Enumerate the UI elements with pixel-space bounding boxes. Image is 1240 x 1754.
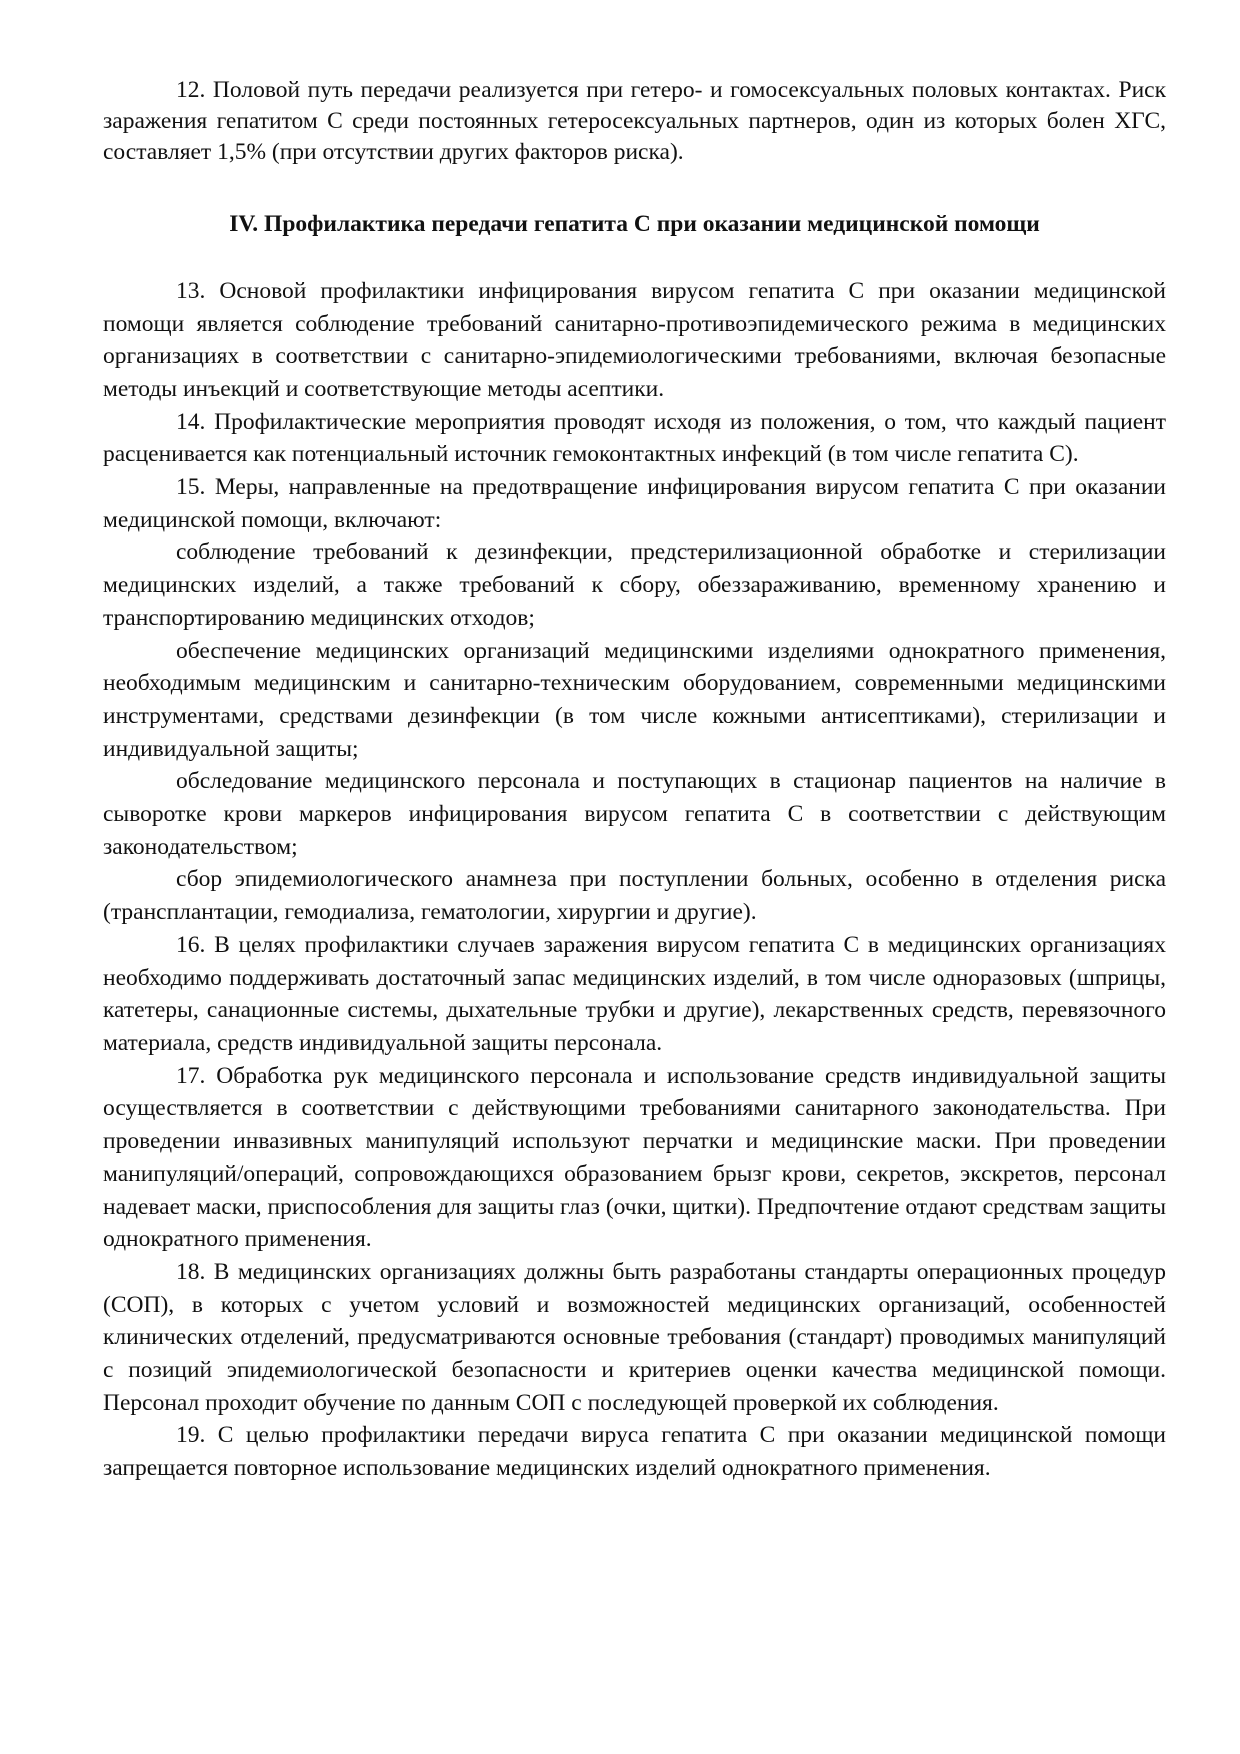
paragraph-15-item: сбор эпидемиологического анамнеза при поступлении больных, особенно в отделения риска (трансплантации, гемодиализа, гематологии, хирургии и другие).: [103, 866, 1166, 926]
document-page: [103, 75, 1166, 1485]
paragraph-19: 19. С целью профилактики передачи вируса гепатита С при оказании медицинской помощи запрещается повторное использование медицинских изделий однократного применения.: [103, 1422, 1166, 1482]
paragraph-15-item: обеспечение медицинских организаций медицинскими изделиями однократного применения, необходимым медицинским и санитарно-техническим оборудованием, современными медицинскими инструментами, средствами дезинфекции (в том числе кожными антисептиками), стерилизации и индивидуальной защиты;: [103, 637, 1166, 762]
paragraph-16: 16. В целях профилактики случаев заражения вирусом гепатита С в медицинских организациях необходимо поддерживать достаточный запас медицинских изделий, в том числе одноразовых (шприцы, катетеры, санационные системы, дыхательные трубки и другие), лекарственных средств, перевязочного материала, средств индивидуальной защиты персонала.: [103, 931, 1166, 1056]
paragraph-15-item: обследование медицинского персонала и поступающих в стационар пациентов на наличие в сыворотке крови маркеров инфицирования вирусом гепатита С в соответствии с действующим законодательством;: [103, 768, 1166, 860]
paragraph-14: 14. Профилактические мероприятия проводят исходя из положения, о том, что каждый пациент расценивается как потенциальный источник гемоконтактных инфекций (в том числе гепатита С).: [103, 408, 1166, 468]
paragraph-18: 18. В медицинских организациях должны быть разработаны стандарты операционных процедур (СОП), в которых с учетом условий и возможностей медицинских организаций, особенностей клинических отделений, предусматриваются основные требования (стандарт) проводимых манипуляций с позиций эпидемиологической безопасности и критериев оценки качества медицинской помощи. Персонал проходит обучение по данным СОП с последующей проверкой их соблюдения.: [103, 1258, 1166, 1416]
paragraph-12: 12. Половой путь передачи реализуется при гетеро- и гомосексуальных половых контактах. Риск заражения гепатитом С среди постоянных гетеросексуальных партнеров, один из которых болен ХГС, составляет 1,5% (при отсутствии других факторов риска).: [103, 77, 1166, 166]
section-heading: IV. Профилактика передачи гепатита С при оказании медицинской помощи: [229, 210, 1040, 237]
section-body: [103, 275, 1166, 1485]
paragraph-17: 17. Обработка рук медицинского персонала и использование средств индивидуальной защиты осуществляется в соответствии с действующими требованиями санитарного законодательства. При проведении инвазивных манипуляций используют перчатки и медицинские маски. При проведении манипуляций/операций, сопровождающихся образованием брызг крови, секретов, экскретов, персонал надевает маски, приспособления для защиты глаз (очки, щитки). Предпочтение отдают средствам защиты однократного применения.: [103, 1062, 1166, 1253]
paragraph-15: 15. Меры, направленные на предотвращение инфицирования вирусом гепатита С при оказании медицинской помощи, включают:: [103, 474, 1166, 533]
paragraph-15-item: соблюдение требований к дезинфекции, предстерилизационной обработке и стерилизации медицинских изделий, а также требований к сбору, обеззараживанию, временному хранению и транспортированию медицинских отходов;: [103, 539, 1166, 631]
paragraph-13: 13. Основой профилактики инфицирования вирусом гепатита С при оказании медицинской помощи является соблюдение требований санитарно-противоэпидемического режима в медицинских организациях в соответствии с санитарно-эпидемиологическими требованиями, включая безопасные методы инъекций и соответствующие методы асептики.: [103, 277, 1166, 402]
